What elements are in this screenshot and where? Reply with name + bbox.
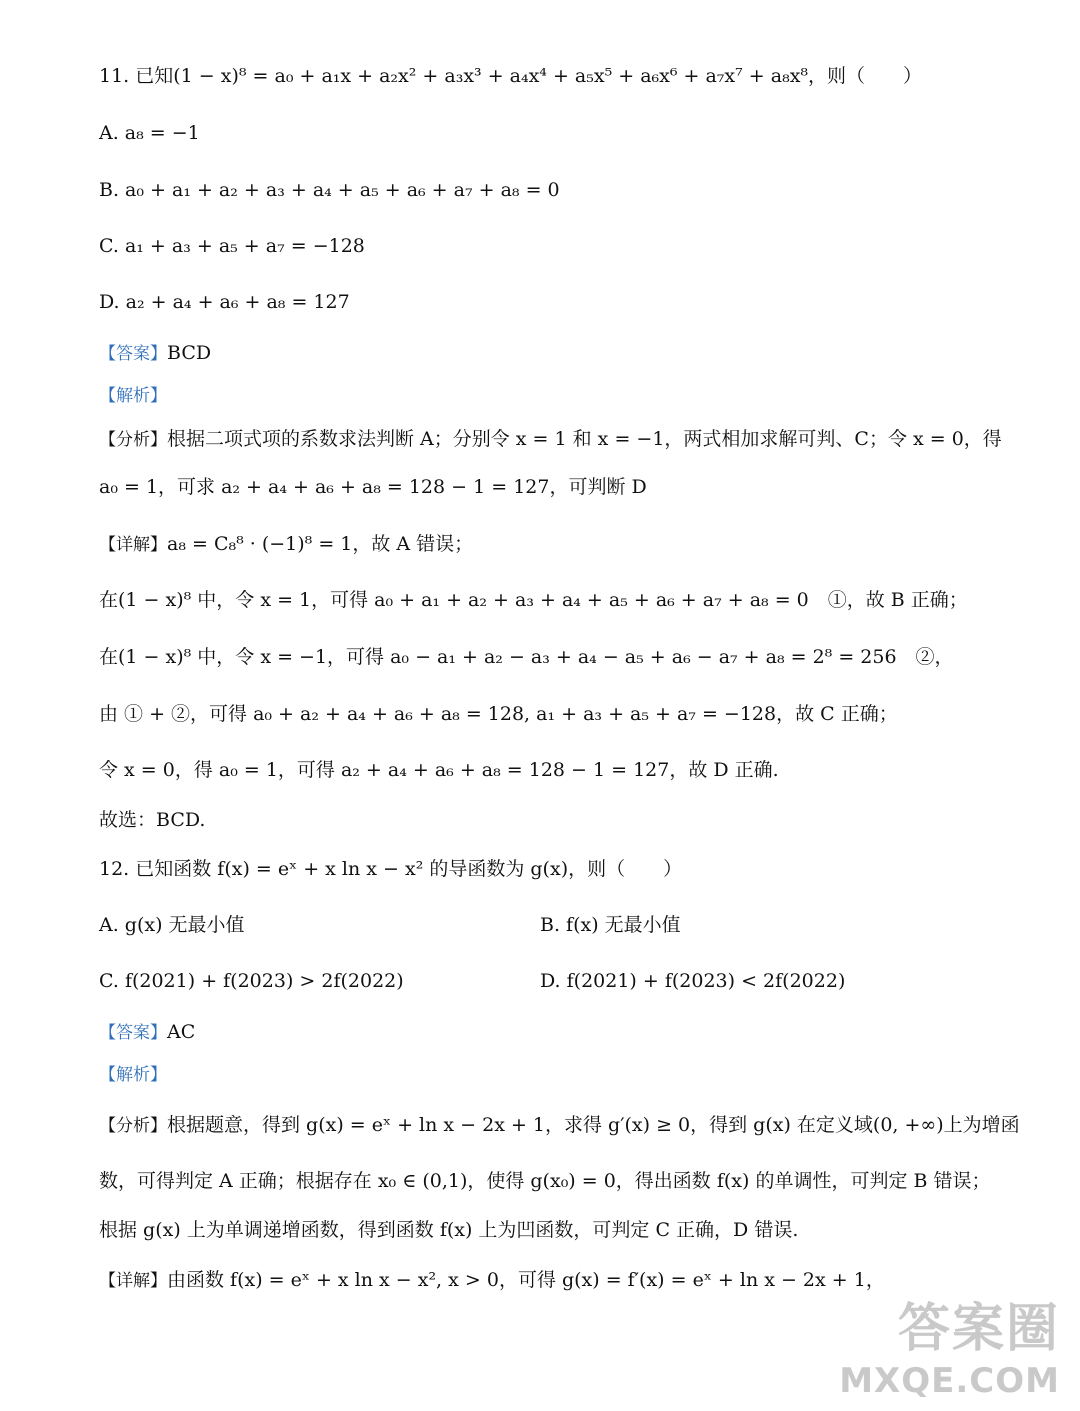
xiangjie-tag: 【详解】 xyxy=(99,535,167,555)
q12-option-a: A. g(x) 无最小值 xyxy=(99,914,245,936)
q11-option-b: B. a₀ + a₁ + a₂ + a₃ + a₄ + a₅ + a₆ + a₇ + a₈ = 0 xyxy=(99,179,560,201)
q12-analysis-tag xyxy=(99,1060,167,1089)
q11-option-d: D. a₂ + a₄ + a₆ + a₈ = 127 xyxy=(99,291,350,313)
answer-tag: 【答案】 xyxy=(99,344,167,364)
q12-fenxi-2: 数，可得判定 A 正确；根据存在 x₀ ∈ (0,1)，使得 g(x₀) = 0，得出函数 f(x) 的单调性，可判定 B 错误； xyxy=(99,1170,991,1192)
q11-analysis-tag xyxy=(99,381,167,410)
q11-step-1: 在(1 − x)⁸ 中，令 x = 1，可得 a₀ + a₁ + a₂ + a₃ + a₄ + a₅ + a₆ + a₇ + a₈ = 0 ①，故 B 正确； xyxy=(99,589,968,611)
q11-fenxi-2: a₀ = 1，可求 a₂ + a₄ + a₆ + a₈ = 128 − 1 = 127，可判断 D xyxy=(99,476,647,498)
q12-stem: 12. 已知函数 f(x) = eˣ + x ln x − x² 的导函数为 g(x)，则（ ） xyxy=(99,858,683,880)
q11-answer xyxy=(99,339,211,368)
q11-option-a: A. a₈ = −1 xyxy=(99,122,200,144)
q11-xiangjie-1 xyxy=(99,530,473,559)
analysis-tag: 【解析】 xyxy=(99,1065,167,1085)
fenxi-tag: 【分析】 xyxy=(99,1116,167,1136)
xiangjie-text: 由函数 f(x) = eˣ + x ln x − x², x > 0，可得 g(x) = f′(x) = eˣ + ln x − 2x + 1， xyxy=(167,1269,885,1291)
analysis-tag: 【解析】 xyxy=(99,386,167,406)
q12-option-d: D. f(2021) + f(2023) < 2f(2022) xyxy=(540,970,846,992)
watermark-bottom: MXQE.COM xyxy=(839,1361,1060,1401)
watermark-top: 答案圈 xyxy=(897,1299,1060,1359)
q12-xiangjie-1 xyxy=(99,1266,885,1295)
q11-conclusion: 故选：BCD. xyxy=(99,809,206,831)
q12-option-b: B. f(x) 无最小值 xyxy=(540,914,681,936)
q12-answer xyxy=(99,1018,195,1047)
xiangjie-tag: 【详解】 xyxy=(99,1271,167,1291)
q11-option-c: C. a₁ + a₃ + a₅ + a₇ = −128 xyxy=(99,235,365,257)
answer-tag: 【答案】 xyxy=(99,1023,167,1043)
xiangjie-text: a₈ = C₈⁸ · (−1)⁸ = 1，故 A 错误； xyxy=(167,533,474,555)
answer-value: BCD xyxy=(167,342,212,364)
q11-stem: 11. 已知(1 − x)⁸ = a₀ + a₁x + a₂x² + a₃x³ + a₄x⁴ + a₅x⁵ + a₆x⁶ + a₇x⁷ + a₈x⁸，则（ ） xyxy=(99,65,923,87)
fenxi-tag: 【分析】 xyxy=(99,430,167,450)
watermark-logo xyxy=(839,1286,1060,1401)
q12-fenxi-1 xyxy=(99,1111,1020,1140)
fenxi-text: 根据题意，得到 g(x) = eˣ + ln x − 2x + 1，求得 g′(x) ≥ 0，得到 g(x) 在定义域(0, +∞)上为增函 xyxy=(167,1114,1020,1136)
fenxi-text: 根据二项式项的系数求法判断 A；分别令 x = 1 和 x = −1，两式相加求解可判、C；令 x = 0，得 xyxy=(167,428,1002,450)
q11-step-4: 令 x = 0，得 a₀ = 1，可得 a₂ + a₄ + a₆ + a₈ = 128 − 1 = 127，故 D 正确. xyxy=(99,759,779,781)
answer-value: AC xyxy=(167,1021,196,1043)
q11-step-3: 由 ① + ②，可得 a₀ + a₂ + a₄ + a₆ + a₈ = 128, a₁ + a₃ + a₅ + a₇ = −128，故 C 正确； xyxy=(99,703,898,725)
q11-fenxi-1 xyxy=(99,425,1002,454)
q11-step-2: 在(1 − x)⁸ 中，令 x = −1，可得 a₀ − a₁ + a₂ − a₃ + a₄ − a₅ + a₆ − a₇ + a₈ = 2⁸ = 256 ②， xyxy=(99,646,954,668)
q12-fenxi-3: 根据 g(x) 上为单调递增函数，得到函数 f(x) 上为凹函数，可判定 C 正确，D 错误. xyxy=(99,1219,799,1241)
q12-option-c: C. f(2021) + f(2023) > 2f(2022) xyxy=(99,970,404,992)
